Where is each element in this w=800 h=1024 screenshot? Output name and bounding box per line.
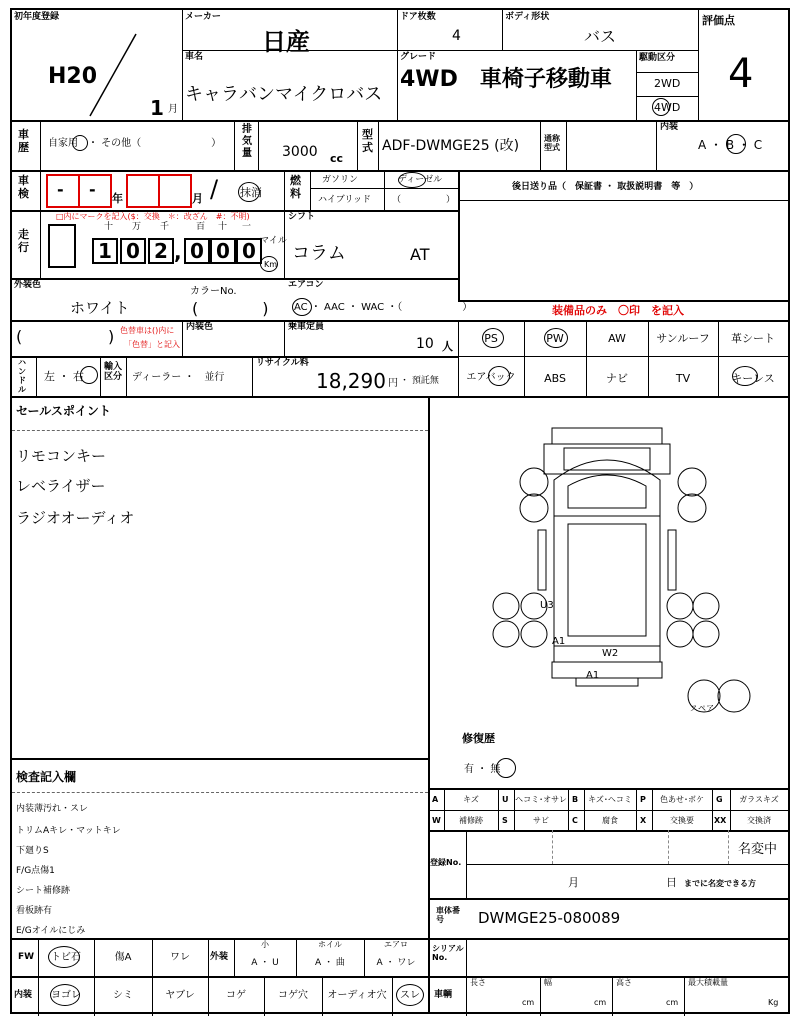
first-reg-slash [84, 32, 144, 118]
equip-navi: ナビ [606, 372, 628, 385]
mileage-label: 走行 [18, 228, 29, 254]
legend-c-val: 腐食 [602, 816, 618, 825]
odo-digit-6: 0 [236, 238, 262, 264]
repair-circle-mark [496, 758, 516, 778]
car-name-label: 車名 [185, 52, 204, 62]
legend-b-val: キズ･ヘコミ [588, 795, 632, 804]
import-value: ディーラー ・ 並行 [132, 372, 225, 383]
legend-w-val: 補修跡 [459, 816, 483, 825]
inspection-note-2: トリムAキレ・マットキレ [16, 826, 121, 836]
handle-circle-mark [80, 366, 98, 384]
odo-unit-3: 千 [160, 222, 170, 232]
interior-item-audio-hole: オーディオ穴 [327, 990, 387, 1001]
shift-type: AT [410, 245, 430, 264]
dims-length-unit: cm [522, 998, 535, 1007]
fw-small-value: A ・ U [251, 958, 279, 968]
legend-x-val: 交換要 [670, 816, 694, 825]
score-label: 評価点 [702, 14, 735, 27]
inspection-note-7: E/Gオイルにじみ [16, 926, 86, 936]
legend-s-val: サビ [533, 816, 549, 825]
import-label: 輸入区分 [104, 362, 123, 382]
color-no-label: カラーNo. [190, 286, 237, 297]
registration-label: 登録No. [430, 858, 462, 867]
first-reg-month: 1 [150, 96, 164, 120]
inspection-dash-2: - [89, 180, 96, 199]
history-circle-mark [72, 135, 88, 151]
legend-b-key: B [572, 795, 579, 804]
odo-digit-1: 1 [92, 238, 118, 264]
mileage-mark-box [48, 224, 76, 268]
legend-g-val: ガラスキズ [739, 795, 779, 804]
first-reg-year: H20 [48, 64, 98, 89]
registration-month: 月 [568, 876, 579, 889]
paren-open: ( [16, 327, 23, 346]
accessories-label: 後日送り品（ 保証書 ・ 取扱説明書 等 ） [512, 182, 699, 192]
serial-label: シリアルNo. [432, 944, 464, 962]
exterior-color-label: 外装色 [14, 280, 42, 290]
fw-exterior-label: 外装 [210, 952, 229, 962]
drive-4wd: 4WD [654, 101, 681, 114]
equip-abs: ABS [544, 372, 566, 385]
sales-point-3: ラジオオーディオ [16, 509, 135, 527]
dims-width-label: 幅 [544, 978, 552, 987]
interior-dirt-circle [50, 984, 80, 1006]
interior-color-label: 内装色 [186, 322, 214, 332]
inspection-note-5: シート補修跡 [16, 886, 71, 896]
score-value: 4 [728, 51, 754, 97]
handle-value: 左 ・ 右 [44, 370, 84, 383]
odo-unit-1: 十 [104, 222, 114, 232]
paren-close: ) [108, 327, 115, 346]
grade-label: グレード [400, 52, 437, 62]
repair-label: 修復歴 [462, 732, 495, 745]
fw-item-scratch-a: 傷A [114, 952, 132, 963]
fw-aero-value: A ・ ワレ [376, 958, 416, 968]
legend-u-key: U [502, 795, 509, 804]
odo-unit-4: 百 [196, 222, 206, 232]
recycle-value: 18,290 [316, 369, 386, 393]
displacement-label: 排気量 [242, 124, 252, 159]
legend-u-val: ヘコミ･オサレ [515, 795, 567, 804]
fuel-circle-mark [398, 172, 426, 188]
fw-wheel-label: ホイル [318, 940, 342, 949]
paren-note-2: 「色替」と記入 [124, 340, 180, 349]
equip-ps: PS [484, 332, 498, 345]
registration-day: 日 [666, 876, 677, 889]
body-shape-label: ボディ形状 [505, 12, 550, 22]
odo-unit-6: 一 [242, 222, 252, 232]
equip-pw: PW [546, 332, 564, 345]
dims-maxload-unit: Kg [768, 998, 779, 1007]
recycle-note: ・ 預託無 [400, 376, 439, 386]
recycle-label: リサイクル料 [256, 358, 309, 368]
sales-points-label: セールスポイント [16, 404, 111, 418]
auction-sheet [10, 8, 790, 1014]
model-value: ADF-DWMGE25 (改) [382, 138, 520, 154]
odo-comma: , [174, 240, 182, 264]
interior-item-burn: コゲ [226, 990, 246, 1001]
vehicle-damage-diagram [482, 420, 762, 720]
inspection-slash: / [210, 175, 219, 203]
dims-width-unit: cm [594, 998, 607, 1007]
interior-grade-label: 内装 [660, 122, 679, 132]
interior-grade-value: A ・ B ・ C [698, 138, 763, 152]
interior-item-scuff: スレ [400, 990, 420, 1001]
maker-value: 日産 [262, 28, 310, 56]
inspection-note-6: 看板跡有 [16, 906, 53, 916]
model-label: 型式 [362, 128, 373, 154]
history-value: 自家用 ・ その他（ ） [48, 138, 222, 149]
dims-height-unit: cm [666, 998, 679, 1007]
sales-point-1: リモコンキー [16, 447, 107, 465]
interior-item-burn-hole: コゲ穴 [278, 990, 308, 1001]
fw-circle-mark [48, 946, 80, 968]
equip-airbag-circle [488, 366, 510, 386]
inspection-note-3: 下廻りS [16, 846, 49, 856]
legend-g-key: G [716, 795, 723, 804]
fuel-other: （ ） [392, 195, 456, 205]
inspection-month-unit: 月 [192, 192, 203, 205]
mileage-km-circle [260, 256, 278, 272]
odo-digit-3: 2 [148, 238, 174, 264]
fuel-label: 燃料 [290, 174, 301, 200]
capacity-unit: 人 [442, 340, 453, 353]
shift-label: シフト [288, 212, 316, 222]
registration-deadline: までに名変できる方 [684, 879, 756, 888]
car-name-value: キャラバンマイクロバス [185, 84, 383, 105]
handle-label: ハンドル [18, 358, 26, 394]
damage-code-a1-front: A1 [552, 636, 566, 647]
interior-scuff-circle [396, 984, 424, 1006]
spare-label: スペア [690, 704, 714, 713]
dims-height-label: 高さ [616, 978, 632, 987]
drive-label: 駆動区分 [639, 53, 676, 63]
legend-p-key: P [640, 795, 646, 804]
mileage-note: □内にマークを記入($：交換 ＊：改ざん #：不明) [56, 212, 250, 221]
chassis-value: DWMGE25-080089 [478, 909, 621, 927]
legend-p-val: 色あせ･ボケ [660, 795, 704, 804]
inspection-year-unit: 年 [112, 192, 123, 205]
equip-aw: AW [608, 332, 626, 345]
grade-value: 4WD 車椅子移動車 [400, 67, 612, 92]
fuel-hybrid: ハイブリッド [318, 195, 372, 205]
aircon-label: エアコン [288, 280, 324, 290]
fw-item-stone-chip: トビ石 [51, 952, 81, 963]
fuel-diesel: ディーゼル [398, 175, 443, 185]
damage-code-w2: W2 [602, 648, 619, 659]
equipment-notice: 装備品のみ 〇印 を記入 [552, 304, 684, 317]
history-label: 車歴 [18, 128, 29, 154]
inspection-note-4: F/G点傷1 [16, 866, 55, 876]
interior-item-stain: シミ [113, 990, 133, 1001]
maker-label: メーカー [185, 12, 221, 22]
legend-w-key: W [432, 816, 441, 825]
legend-c-key: C [572, 816, 578, 825]
equip-ps-circle [482, 328, 504, 348]
odo-digit-4: 0 [184, 238, 210, 264]
interior-row-label: 内装 [14, 990, 33, 1000]
body-shape-value: バス [584, 27, 617, 46]
odo-digit-5: 0 [210, 238, 236, 264]
fw-wheel-value: A ・ 曲 [315, 958, 345, 968]
first-reg-month-unit: 月 [168, 104, 178, 115]
fw-aero-label: エアロ [384, 940, 408, 949]
odo-unit-2: 万 [132, 222, 142, 232]
interior-item-tear: ヤブレ [165, 990, 195, 1001]
capacity-value: 10 [416, 336, 434, 352]
sales-point-2: レベライザー [16, 477, 106, 495]
shift-value: コラム [292, 243, 346, 264]
fuel-gasoline: ガソリン [322, 175, 359, 185]
aircon-value: AC ・ AAC ・ WAC ・（ ） [294, 302, 473, 313]
repair-value: 有 ・ 無 [464, 764, 501, 775]
odometer [88, 222, 258, 270]
legend-xx-key: XX [714, 816, 727, 825]
inspection-dash-1: - [57, 180, 64, 199]
legend-a-key: A [432, 795, 439, 804]
inspection-mattoroku: 抹消 [240, 186, 262, 199]
capacity-label: 乗車定員 [288, 322, 325, 332]
inspection-label: 車検 [18, 174, 29, 200]
inspection-notes-label: 検査記入欄 [16, 770, 77, 784]
drive-2wd: 2WD [654, 77, 681, 90]
doors-value: 4 [452, 28, 461, 44]
equip-airbag: エアバック [466, 372, 516, 383]
fw-item-crack: ワレ [170, 952, 190, 963]
damage-code-a1-rear: A1 [586, 670, 600, 681]
equip-pw-circle [544, 328, 568, 348]
equip-sunroof: サンルーフ [656, 332, 710, 345]
drive-circle-mark [652, 98, 670, 116]
legend-x-key: X [640, 816, 647, 825]
equip-tv: TV [675, 372, 691, 385]
legend-s-key: S [502, 816, 508, 825]
odo-digit-2: 0 [120, 238, 146, 264]
first-reg-label: 初年度登録 [14, 12, 60, 22]
legend-a-val: キズ [463, 795, 479, 804]
equip-keyless-circle [732, 366, 758, 386]
dims-length-label: 長さ [470, 978, 486, 987]
doors-label: ドア枚数 [400, 12, 436, 22]
dims-label: 車輌 [434, 990, 453, 1000]
fw-label: FW [18, 952, 35, 962]
dims-maxload-label: 最大積載量 [688, 978, 728, 987]
registration-name-change: 名変中 [738, 842, 778, 857]
displacement-unit: cc [330, 152, 344, 165]
equip-leather-seat: 革シート [731, 332, 775, 345]
interior-item-dirt: ヨゴレ [51, 990, 81, 1001]
displacement-value: 3000 [282, 144, 318, 160]
odo-unit-5: 十 [218, 222, 228, 232]
mileage-km: Km [264, 260, 278, 269]
fw-small-label: 小 [261, 940, 269, 949]
chassis-label: 車体番号 [436, 906, 460, 924]
color-no-paren: ( ) [192, 299, 269, 318]
inspection-circle-mark [238, 182, 260, 202]
inspection-note-1: 内装薄汚れ・スレ [16, 804, 89, 814]
paren-note-1: 色替車は()内に [120, 326, 175, 335]
equip-keyless: キーレス [731, 372, 775, 385]
legend-xx-val: 交換済 [747, 816, 771, 825]
model-common-label: 通称型式 [544, 134, 560, 152]
aircon-circle-mark [292, 298, 312, 316]
mileage-mile: マイル [260, 236, 287, 246]
interior-grade-circle [726, 134, 746, 154]
exterior-color-value: ホワイト [70, 299, 130, 317]
recycle-unit: 円 [388, 378, 398, 389]
damage-code-u3: U3 [540, 600, 554, 611]
